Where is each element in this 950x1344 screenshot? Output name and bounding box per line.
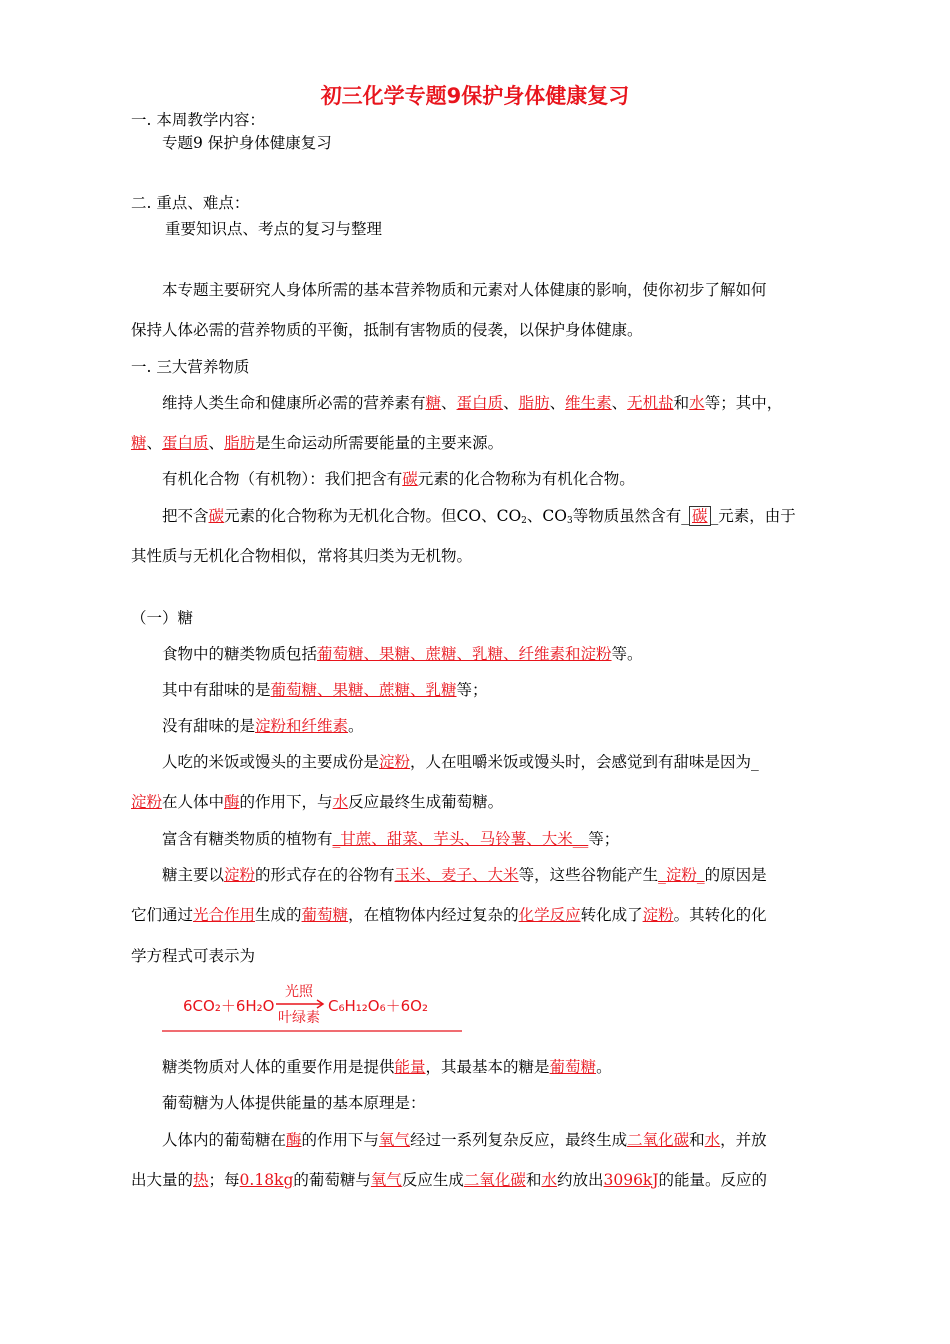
glucose-principle-heading: 葡萄糖为人体提供能量的基本原理是： — [162, 1094, 426, 1112]
answer-fat: 脂肪 — [224, 434, 256, 452]
answer-enzyme: 酶 — [286, 1131, 302, 1149]
inorganic-definition-line-1 — [162, 506, 796, 526]
text: 的作用下与 — [301, 1131, 380, 1149]
answer-carbon-boxed: 碳 — [689, 506, 711, 526]
rice-starch-line-1 — [162, 752, 759, 772]
text: 糖类物质对人体的重要作用是提供 — [162, 1058, 395, 1076]
text: 的形式存在的谷物有 — [255, 866, 395, 884]
text: 是生命运动所需要能量的主要来源。 — [255, 434, 504, 452]
answer-fat: 脂肪 — [518, 394, 550, 412]
text: 出大量的 — [131, 1171, 194, 1189]
text: 和 — [689, 1131, 705, 1149]
answer-carbon-dioxide: 二氧化碳 — [627, 1131, 690, 1149]
text: 等物质虽然含有_ — [572, 507, 689, 525]
text: 的能量。反应的 — [658, 1171, 768, 1189]
answer-glucose: 葡萄糖 — [549, 1058, 597, 1076]
text: 。 — [596, 1058, 612, 1076]
text: ，并放 — [720, 1131, 767, 1149]
text: 食物中的糖类物质包括 — [162, 645, 318, 663]
text: 等； — [588, 830, 620, 848]
answer-heat: 热 — [193, 1171, 209, 1189]
answer-starch: 淀粉 — [131, 793, 163, 811]
text: 没有甜味的是 — [162, 717, 256, 735]
text: ，在植物体内经过复杂的 — [348, 906, 519, 924]
text: 约放出 — [556, 1171, 604, 1189]
text: ；每 — [208, 1171, 240, 1189]
section-1-body: 专题9 保护身体健康复习 — [162, 134, 332, 152]
equation-reactants: 6CO₂＋6H₂O — [183, 997, 275, 1015]
answer-carbon-dioxide: 二氧化碳 — [463, 1171, 526, 1189]
text: 维持人类生命和健康所必需的营养素有 — [162, 394, 426, 412]
section-2-heading: 二. 重点、难点： — [131, 194, 250, 212]
subscript: 3 — [566, 516, 573, 526]
answer-water: 水 — [689, 394, 705, 412]
text: 。 — [348, 717, 364, 735]
equation-condition-chlorophyll: 叶绿素 — [278, 1010, 320, 1026]
answer-mass: 0.18kg — [239, 1171, 294, 1189]
text: 、CO — [526, 507, 567, 525]
nutrients-line-1 — [162, 393, 782, 413]
section-1-heading: 一. 本周教学内容： — [131, 111, 265, 129]
text: 它们通过 — [131, 906, 194, 924]
text: 其中有甜味的是 — [162, 681, 271, 699]
text: 的葡萄糖与 — [293, 1171, 371, 1189]
answer-starch: 淀粉 — [224, 866, 256, 884]
photosynthesis-equation — [162, 982, 462, 1034]
text: 、 — [208, 434, 225, 452]
answer-plant-list: _甘蔗、甜菜、芋头、马铃薯、大米__ — [332, 830, 589, 848]
answer-water: 水 — [541, 1171, 557, 1189]
text: 等，这些谷物能产生 — [518, 866, 659, 884]
text: 人体内的葡萄糖在 — [162, 1131, 287, 1149]
text: 、 — [611, 394, 628, 412]
text: 、 — [441, 394, 457, 412]
text: 把不含 — [162, 507, 209, 525]
intro-line-2: 保持人体必需的营养物质的平衡，抵制有害物质的侵袭，以保护身体健康。 — [131, 321, 643, 339]
text: 经过一系列复杂反应，最终生成 — [410, 1131, 628, 1149]
text: 富含有糖类物质的植物有 — [162, 830, 333, 848]
sugar-types — [162, 644, 643, 664]
answer-water: 水 — [704, 1131, 721, 1149]
answer-sweet-list: 葡萄糖、果糖、蔗糖、乳糖 — [270, 681, 457, 699]
grain-starch-line-3: 学方程式可表示为 — [131, 947, 256, 965]
text: 元素的化合物称为无机化合物。但CO、CO — [224, 507, 522, 525]
answer-sugar: 糖 — [425, 394, 442, 412]
sweet-sugars — [162, 680, 488, 700]
non-sweet-sugars — [162, 716, 364, 736]
answer-grain-list: 玉米、麦子、大米 — [394, 866, 519, 884]
text: 和 — [525, 1171, 542, 1189]
text: 糖主要以 — [162, 866, 225, 884]
glucose-principle-line-1 — [162, 1130, 767, 1150]
text: ，其最基本的糖是 — [425, 1058, 550, 1076]
sugar-plants — [162, 829, 619, 849]
text: 。其转化的化 — [673, 906, 767, 924]
text: 在人体中 — [162, 793, 225, 811]
answer-glucose: 葡萄糖 — [301, 906, 349, 924]
text: ，人在咀嚼米饭或馒头时，会感觉到有甜味是因为_ — [410, 753, 759, 771]
answer-oxygen: 氧气 — [370, 1171, 402, 1189]
text: 反应生成 — [401, 1171, 464, 1189]
intro-line-1: 本专题主要研究人身体所需的基本营养物质和元素对人体健康的影响，使你初步了解如何 — [162, 281, 767, 299]
section-2-body: 重要知识点、考点的复习与整理 — [165, 220, 383, 238]
sugar-heading: （一）糖 — [131, 609, 194, 627]
text: 、 — [503, 394, 519, 412]
text: 的原因是 — [704, 866, 767, 884]
answer-starch: _淀粉_ — [658, 866, 705, 884]
answer-water: 水 — [332, 793, 349, 811]
rice-starch-line-2 — [131, 792, 503, 812]
text: 、 — [549, 394, 566, 412]
part-1-heading: 一. 三大营养物质 — [131, 358, 250, 376]
text: 的作用下，与 — [239, 793, 333, 811]
answer-protein: 蛋白质 — [456, 394, 504, 412]
text: 元素的化合物称为有机化合物。 — [417, 470, 635, 488]
answer-carbon: 碳 — [208, 507, 225, 525]
text: 和 — [673, 394, 690, 412]
answer-photosynthesis: 光合作用 — [193, 906, 256, 924]
text: 等； — [456, 681, 488, 699]
text: 、 — [146, 434, 163, 452]
grain-starch-line-1 — [162, 865, 767, 885]
inorganic-definition-line-2: 其性质与无机化合物相似，常将其归类为无机物。 — [131, 547, 473, 565]
text: 生成的 — [255, 906, 302, 924]
text: _元素，由于 — [710, 507, 796, 525]
answer-starch: 淀粉 — [642, 906, 674, 924]
text: 人吃的米饭或馒头的主要成份是 — [162, 753, 380, 771]
answer-carbon: 碳 — [402, 470, 418, 488]
answer-energy: 能量 — [394, 1058, 426, 1076]
text: 有机化合物（有机物）：我们把含有 — [162, 470, 403, 488]
nutrients-line-2 — [131, 433, 503, 453]
equation-condition-light: 光照 — [285, 984, 313, 1000]
text: 等；其中， — [704, 394, 783, 412]
sugar-function — [162, 1057, 612, 1077]
glucose-principle-line-2 — [131, 1170, 767, 1190]
answer-energy-amount: 3096kJ — [603, 1171, 659, 1189]
subscript: 2 — [521, 516, 527, 526]
answer-vitamin: 维生素 — [565, 394, 612, 412]
answer-starch: 淀粉 — [379, 753, 411, 771]
text: 等。 — [611, 645, 643, 663]
text: 转化成了 — [580, 906, 643, 924]
grain-starch-line-2 — [131, 905, 767, 925]
answer-sugar-list: 葡萄糖、果糖、蔗糖、乳糖、纤维素和淀粉 — [317, 645, 612, 663]
answer-mineral-salt: 无机盐 — [627, 394, 674, 412]
text: 反应最终生成葡萄糖。 — [348, 793, 504, 811]
page-title: 初三化学专题9保护身体健康复习 — [320, 84, 630, 108]
answer-sugar: 糖 — [131, 434, 147, 452]
answer-oxygen: 氧气 — [379, 1131, 411, 1149]
answer-enzyme: 酶 — [224, 793, 240, 811]
equation-products: C₆H₁₂O₆＋6O₂ — [328, 997, 428, 1015]
answer-chemical-reaction: 化学反应 — [518, 906, 581, 924]
answer-non-sweet-list: 淀粉和纤维素 — [255, 717, 349, 735]
answer-protein: 蛋白质 — [162, 434, 209, 452]
organic-definition — [162, 469, 635, 489]
